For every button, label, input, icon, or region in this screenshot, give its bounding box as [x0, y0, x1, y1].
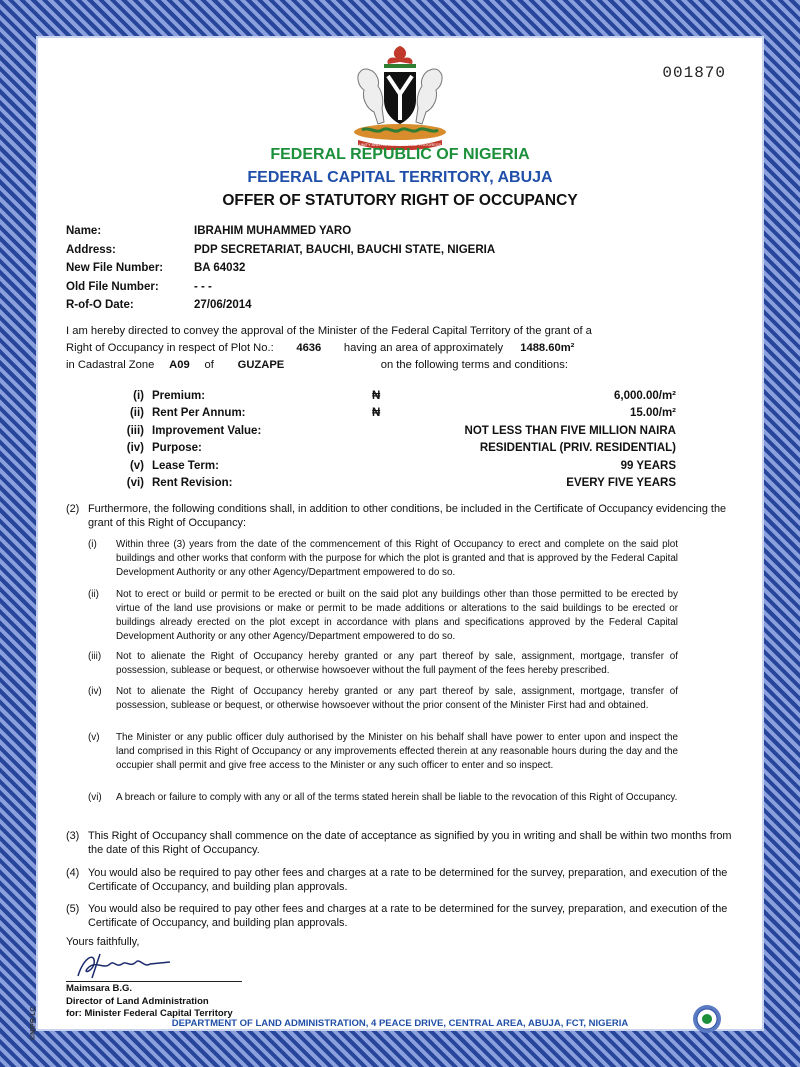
cadastral-zone: A09 — [169, 359, 190, 371]
intro-line: Right of Occupancy in respect of Plot No.: 4636 having an area of approximately 1488.60m² — [66, 340, 746, 357]
intro-paragraph — [66, 323, 746, 374]
signer-name: Maimsara B.G. — [66, 983, 132, 994]
sub-clause: (vi) A breach or failure to comply with any or all of the terms stated herein shall be liable to the revocation of this Right of Occupancy. — [88, 792, 678, 803]
serial-number: 001870 — [662, 64, 726, 82]
signer-for: for: Minister Federal Capital Territory — [66, 1008, 233, 1019]
term-row: (i) Premium: ₦ 6,000.00/m² — [133, 389, 676, 402]
coat-of-arms-icon — [338, 42, 462, 150]
naira-symbol: ₦ — [372, 389, 381, 402]
signature-line — [66, 981, 242, 982]
closing-salutation: Yours faithfully, — [66, 936, 140, 948]
detail-value: - - - — [194, 280, 212, 293]
detail-label: Address: — [66, 243, 116, 256]
sub-clause: (i) Within three (3) years from the date of the commencement of this Right of Occupancy to erect and complete on the said plot buildings and other works that conform with the purpose for which the plot is granted and that is approved by the Federal Capital Development Authority or any other Agency/Department empowered to do so. — [88, 539, 678, 578]
naira-symbol: ₦ — [372, 407, 381, 420]
crest-motto: UNITY AND FAITH, PEACE AND PROGRESS — [358, 142, 442, 147]
detail-value: IBRAHIM MUHAMMED YARO — [194, 225, 352, 238]
signature-icon — [70, 950, 250, 980]
term-row: (ii) Rent Per Annum: ₦ 15.00/m² — [129, 407, 676, 420]
detail-label: Name: — [66, 225, 102, 238]
clause-4: (4) You would also be required to pay other fees and charges at a rate to be determined for the survey, preparation, and execution of the Certificate of Occupancy, and building plan approvals. — [66, 867, 728, 894]
clause-3: (3) This Right of Occupancy shall commence on the date of acceptance as signified by you in writing and shall be within two months from the date of this Right of Occupancy. — [66, 830, 732, 857]
detail-value: PDP SECRETARIAT, BAUCHI, BAUCHI STATE, NIGERIA — [194, 243, 496, 256]
detail-row-name — [66, 222, 495, 241]
term-row: (vi) Rent Revision: EVERY FIVE YEARS — [126, 477, 676, 490]
recipient-details — [66, 222, 495, 315]
plot-area: 1488.60m² — [520, 342, 575, 354]
signer-title: Director of Land Administration — [66, 995, 209, 1007]
heading-republic: FEDERAL REPUBLIC OF NIGERIA — [270, 146, 530, 163]
detail-label: New File Number: — [66, 262, 164, 275]
term-row: (iv) Purpose: RESIDENTIAL (PRIV. RESIDENTIAL) — [126, 442, 676, 455]
sub-clause: (iii) Not to alienate the Right of Occupancy hereby granted or any part thereof by sale, assignment, mortgage, transfer of possession, sublease or bequest, or otherwise howsoever without the full payment of the fees hereby prescribed. — [88, 651, 678, 676]
detail-label: Old File Number: — [66, 280, 159, 293]
intro-line: I am hereby directed to convey the approval of the Minister of the Federal Capital Territory of the grant of a — [66, 325, 592, 337]
district: GUZAPE — [237, 359, 285, 371]
signer-block — [66, 983, 233, 1021]
sub-clause: (iv) Not to alienate the Right of Occupancy hereby granted or any part thereof by sale, assignment, mortgage, transfer of possession, sublease or bequest, or otherwise howsoever without the prior consent of the Minister First had and obtained. — [88, 686, 678, 711]
sub-clause: (v) The Minister or any public officer duly authorised by the Minister on his behalf shall have power to enter upon and inspect the land comprised in this Right of Occupancy or any improvements effected therein at any reasonable hours during the day and the occupier shall permit and give free access to the Minister or any such officer to enter and so inspect. — [88, 732, 678, 771]
detail-row-old-file — [66, 278, 495, 297]
seal-icon — [692, 1004, 722, 1034]
plot-number: 4636 — [296, 342, 322, 354]
detail-value: BA 64032 — [194, 262, 246, 275]
detail-row-new-file — [66, 259, 495, 278]
sub-clause: (ii) Not to erect or build or permit to be erected or built on the said plot any buildings other than those permitted to be erected by virtue of the land use provisions or make or permit to be made additions or alterations to the said buildings to be erected or buildings already erected on the plot except in accordance with plans and specifications approved by the Federal Capital Development Authority or any other Agency/Department empowered to do so. — [88, 589, 678, 642]
detail-row-date — [66, 296, 495, 315]
term-row: (v) Lease Term: 99 YEARS — [129, 459, 676, 472]
clause-2: (2) Furthermore, the following conditions shall, in addition to other conditions, be included in the Certificate of Occupancy evidencing the grant of this Right of Occupancy: — [66, 503, 727, 530]
clause-5: (5) You would also be required to pay other fees and charges at a rate to be determined for the survey, preparation, and execution of the Certificate of Occupancy, and building plan approvals. — [66, 903, 728, 930]
detail-label: R-of-O Date: — [66, 299, 134, 312]
intro-line: in Cadastral Zone A09 of GUZAPE on the following terms and conditions: — [66, 357, 746, 374]
side-mark: ©NIPR-LC — [30, 1006, 37, 1040]
footer-address: DEPARTMENT OF LAND ADMINISTRATION, 4 PEACE DRIVE, CENTRAL AREA, ABUJA, FCT, NIGERIA — [171, 1018, 629, 1029]
term-row: (iii) Improvement Value: NOT LESS THAN FIVE MILLION NAIRA — [126, 424, 676, 437]
terms-list — [116, 387, 676, 492]
document-body — [36, 36, 764, 1031]
detail-row-address — [66, 241, 495, 260]
document-title: OFFER OF STATUTORY RIGHT OF OCCUPANCY — [222, 192, 578, 209]
heading-territory: FEDERAL CAPITAL TERRITORY, ABUJA — [247, 169, 553, 186]
detail-value: 27/06/2014 — [194, 299, 252, 312]
